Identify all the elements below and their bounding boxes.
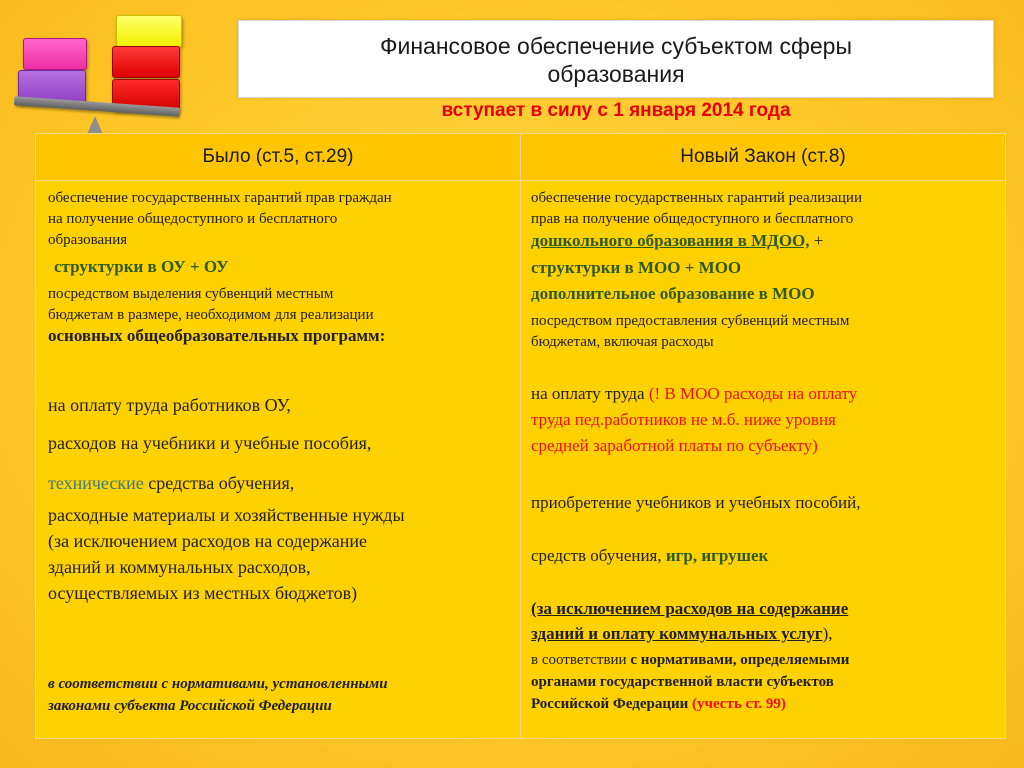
- old-item-rest: средства обучения,: [143, 473, 295, 493]
- new-item-text: средств обучения,: [531, 546, 666, 565]
- old-text: посредством выделения субвенций местным: [48, 286, 334, 302]
- new-item-red: (! В МОО расходы на оплату: [648, 384, 858, 403]
- title-line-2: образования: [547, 61, 685, 87]
- balance-scale-illustration: [0, 0, 200, 150]
- old-law-cell: [36, 181, 521, 739]
- old-item: на оплату труда работников ОУ,: [48, 395, 291, 415]
- old-item: зданий и коммунальных расходов,: [48, 557, 311, 577]
- old-item: расходные материалы и хозяйственные нужды: [48, 505, 405, 525]
- old-footnote: законами субъекта Российской Федерации: [48, 698, 332, 714]
- red-block-top: [112, 46, 180, 78]
- new-highlight: дополнительное образование в МОО: [531, 284, 815, 303]
- new-item: [531, 384, 857, 404]
- new-item: приобретение учебников и учебных пособий,: [531, 493, 861, 512]
- new-text-plus: +: [809, 231, 824, 250]
- new-highlight-underlined: дошкольного образования в МДОО,: [531, 231, 810, 250]
- new-law-cell: [521, 181, 1006, 739]
- new-footnote: [531, 650, 849, 670]
- pink-block: [23, 38, 87, 70]
- old-item: [48, 473, 294, 494]
- yellow-block: [116, 15, 182, 47]
- new-text: прав на получение общедоступного и бесплатного: [531, 211, 854, 227]
- new-text: [531, 231, 823, 251]
- new-item: [531, 624, 832, 644]
- new-footnote-bold: с нормативами, определяемыми: [630, 652, 850, 668]
- subtitle: вступает в силу с 1 января 2014 года: [441, 100, 791, 121]
- old-item-highlight: технические: [48, 473, 144, 493]
- old-text: образования: [48, 232, 128, 248]
- new-footnote-bold: Российской Федерации: [531, 696, 692, 712]
- title-line-1: Финансовое обеспечение субъектом сферы: [380, 33, 852, 59]
- old-text: обеспечение государственных гарантий прав граждан: [48, 190, 392, 206]
- new-item-text: ),: [822, 624, 833, 643]
- new-item-bold: зданий и оплату коммунальных услуг: [531, 624, 823, 643]
- column-header-new: Новый Закон (ст.8): [521, 134, 1006, 181]
- old-item: осуществляемых из местных бюджетов): [48, 583, 358, 603]
- old-text: на получение общедоступного и бесплатного: [48, 211, 338, 227]
- new-item-highlight: игр, игрушек: [665, 546, 769, 565]
- new-text: обеспечение государственных гарантий реализации: [531, 190, 862, 206]
- old-footnote: в соответствии с нормативами, установленными: [48, 676, 388, 692]
- new-footnote-text: в соответствии: [531, 652, 631, 668]
- new-text: бюджетам, включая расходы: [531, 334, 714, 350]
- new-footnote: [531, 694, 786, 714]
- old-text-bold: основных общеобразовательных программ:: [48, 326, 386, 345]
- old-text: бюджетам в размере, необходимом для реализации: [48, 307, 374, 323]
- new-footnote-red: (учесть ст. 99): [692, 696, 786, 712]
- new-item: [531, 546, 768, 566]
- old-item: расходов на учебники и учебные пособия,: [48, 433, 372, 453]
- new-item-red: труда пед.работников не м.б. ниже уровня: [531, 410, 836, 429]
- new-text: посредством предоставления субвенций местным: [531, 313, 850, 329]
- title-box: [238, 20, 994, 98]
- comparison-table: [35, 133, 1006, 739]
- new-item-text: на оплату труда: [531, 384, 649, 403]
- old-item: (за исключением расходов на содержание: [48, 531, 368, 551]
- new-item-bold: (за исключением расходов на содержание: [531, 599, 849, 618]
- new-highlight: структурки в МОО + МОО: [531, 258, 742, 277]
- old-highlight: структурки в ОУ + ОУ: [54, 257, 229, 276]
- column-header-old: Было (ст.5, ст.29): [36, 134, 521, 181]
- new-item-red: средней заработной платы по субъекту): [531, 436, 818, 455]
- new-footnote-bold: органами государственной власти субъектов: [531, 674, 834, 690]
